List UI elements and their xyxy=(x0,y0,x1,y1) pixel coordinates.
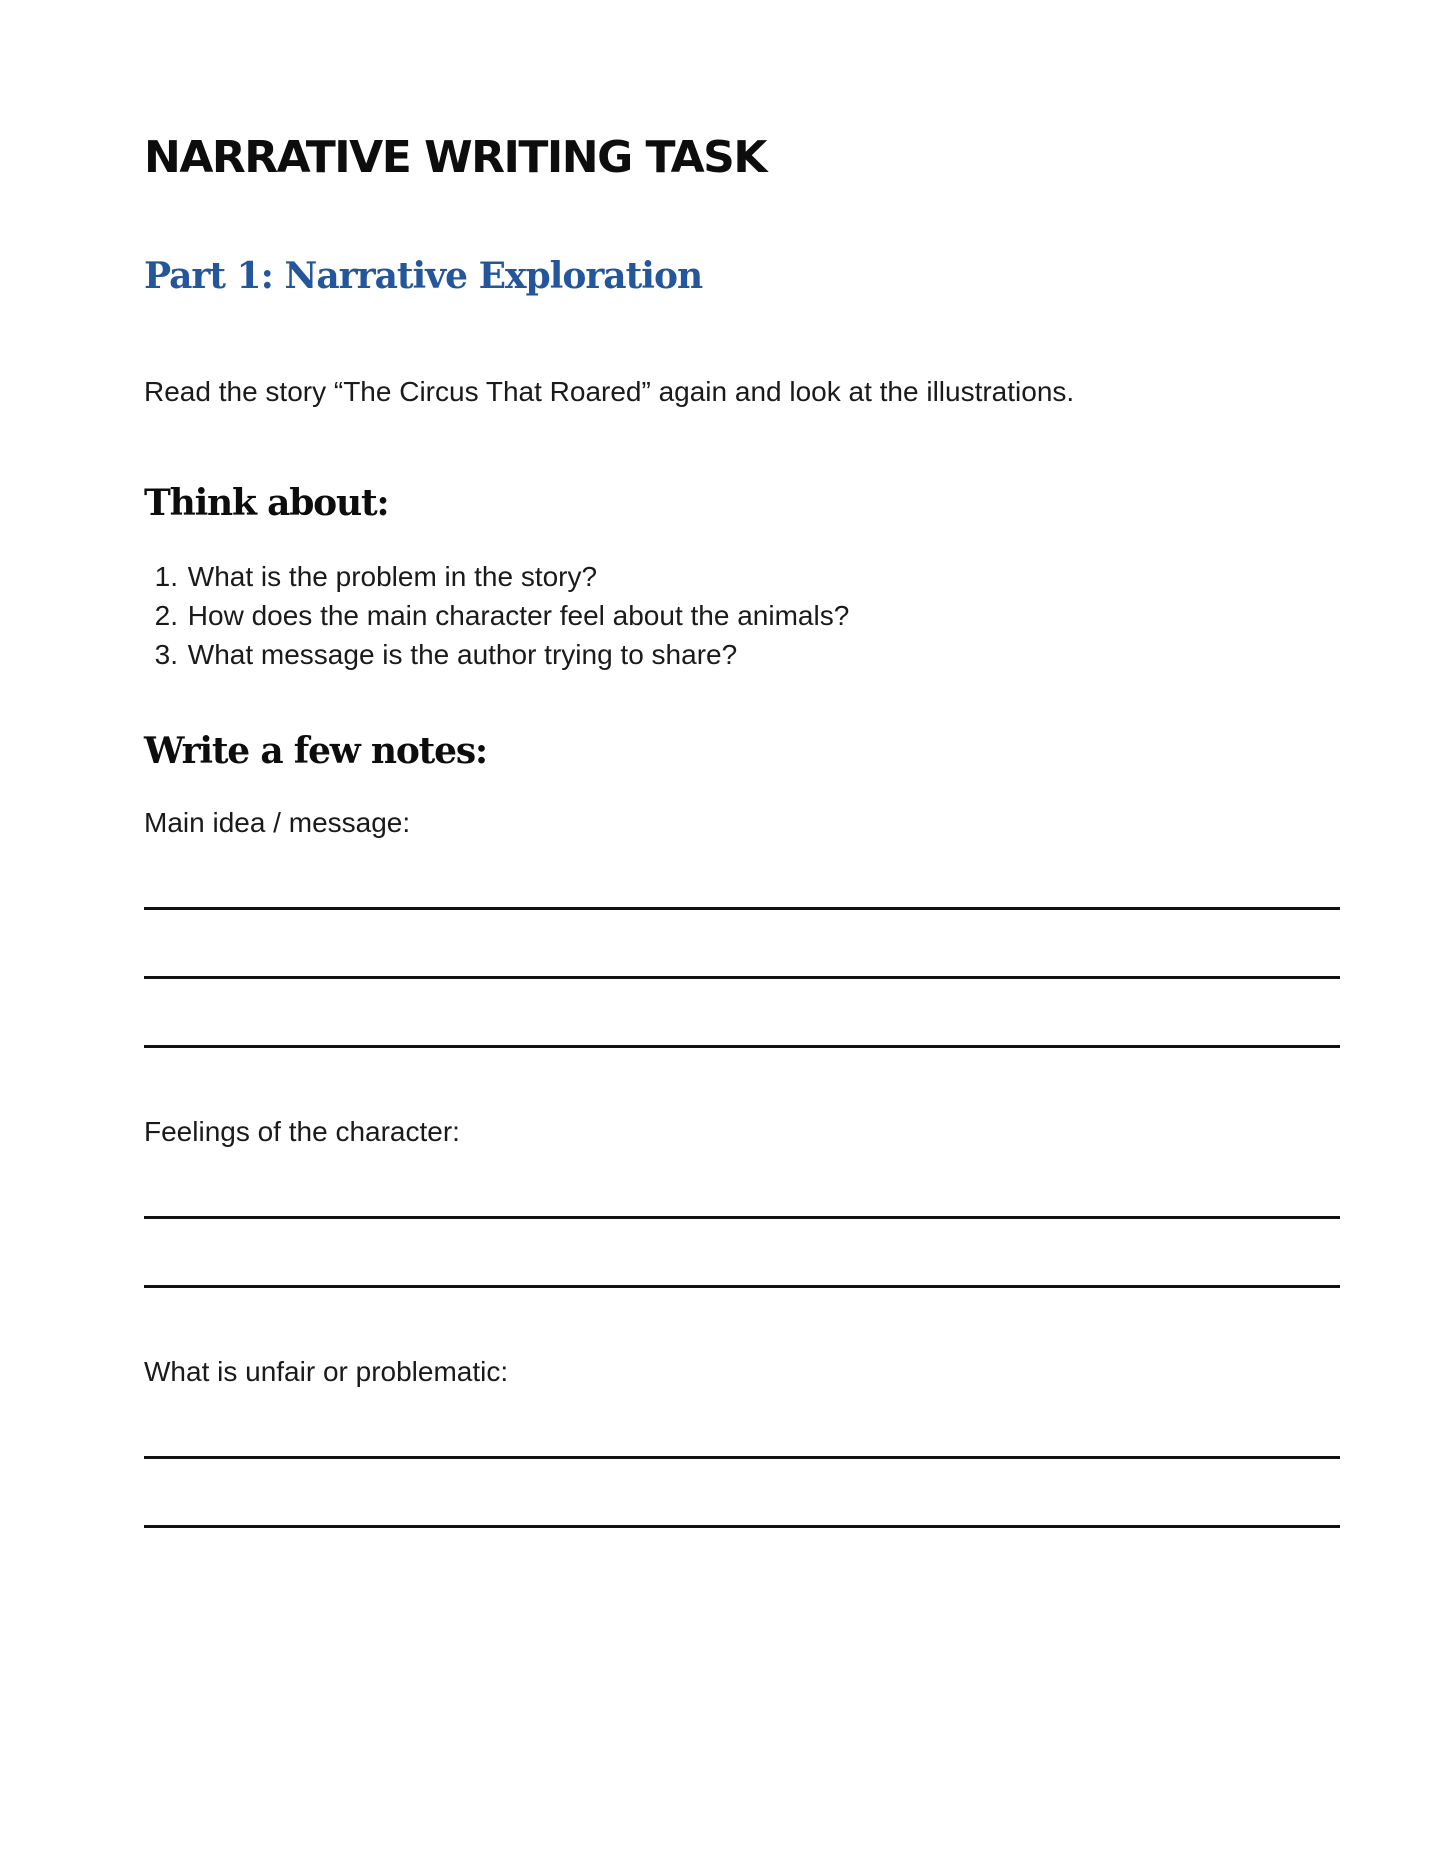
page-title: NARRATIVE WRITING TASK xyxy=(144,132,766,183)
character-feelings-writing-line[interactable] xyxy=(144,1285,1340,1288)
intro-instruction: Read the story “The Circus That Roared” again and look at the illustrations. xyxy=(144,376,1075,407)
character-feelings-writing-line[interactable] xyxy=(144,1216,1340,1219)
question-text: What message is the author trying to share? xyxy=(187,639,738,670)
character-feelings-label: Feelings of the character: xyxy=(144,1116,460,1147)
question-text: How does the main character feel about the animals? xyxy=(187,600,850,631)
question-number: 3. xyxy=(154,639,178,670)
main-idea-label: Main idea / message: xyxy=(144,807,411,838)
think-about-heading: Think about: xyxy=(144,482,389,524)
main-idea-writing-line[interactable] xyxy=(144,976,1340,979)
part-heading: Part 1: Narrative Exploration xyxy=(144,255,703,297)
question-item xyxy=(144,596,849,635)
main-idea-writing-line[interactable] xyxy=(144,907,1340,910)
question-number: 2. xyxy=(154,600,178,631)
question-item xyxy=(144,635,849,674)
unfair-problematic-label: What is unfair or problematic: xyxy=(144,1356,509,1387)
unfair-problematic-writing-line[interactable] xyxy=(144,1525,1340,1528)
question-number: 1. xyxy=(154,561,178,592)
notes-heading: Write a few notes: xyxy=(144,730,487,772)
question-item xyxy=(144,557,849,596)
main-idea-writing-line[interactable] xyxy=(144,1045,1340,1048)
unfair-problematic-writing-line[interactable] xyxy=(144,1456,1340,1459)
question-text: What is the problem in the story? xyxy=(187,561,598,592)
question-list xyxy=(144,557,849,674)
